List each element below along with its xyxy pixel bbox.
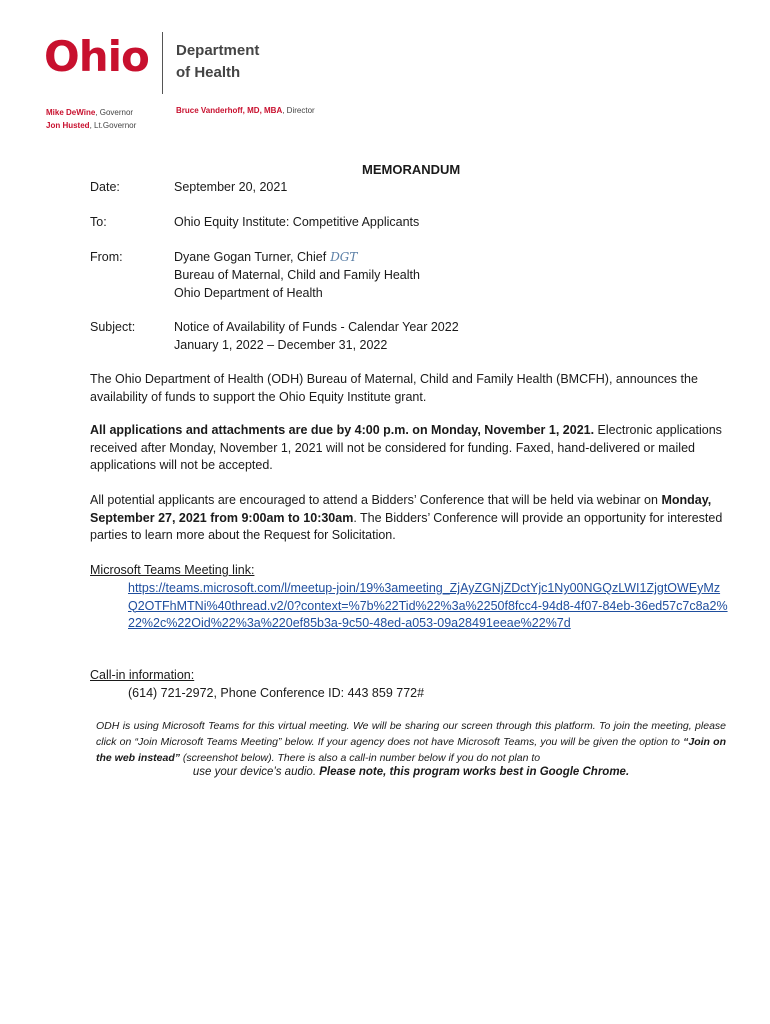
subject-block <box>174 318 459 354</box>
deadline-paragraph <box>90 422 740 475</box>
header-divider <box>162 32 163 94</box>
from-line2: Bureau of Maternal, Child and Family Health <box>174 268 420 282</box>
governor-title: , Governor <box>95 108 134 117</box>
department-line1: Department <box>176 42 260 59</box>
from-block <box>174 248 420 302</box>
note-last-start: use your device’s audio. <box>192 766 320 778</box>
intro-paragraph: The Ohio Department of Health (ODH) Bureau of Maternal, Child and Family Health (BMCFH), announces the availability of funds to support the Ohio Equity Institute grant. <box>90 372 698 404</box>
subject-label: Subject: <box>90 320 136 334</box>
note-start: ODH is using Microsoft Teams for this virtual meeting. We will be sharing our screen through this platform. To join the meeting, please click on “Join Microsoft Teams Meeting” below. If your agency does not have Microsoft Teams, you will be given the option to <box>96 720 726 748</box>
teams-note-last-line <box>96 766 726 778</box>
lt-governor-title: , Lt.Governor <box>89 121 137 130</box>
department-line2: of Health <box>176 64 241 81</box>
teams-label: Microsoft Teams Meeting link: <box>90 563 255 577</box>
date-label: Date: <box>90 180 120 194</box>
governor-name: Mike DeWine <box>46 108 96 117</box>
conference-paragraph <box>90 492 740 545</box>
director-name: Bruce Vanderhoff, MD, MBA <box>176 106 283 115</box>
note-join-web: “Join on the web instead” <box>96 736 726 764</box>
teams-note <box>96 718 726 766</box>
signature-initials: DGT <box>330 250 358 264</box>
from-label: From: <box>90 250 123 264</box>
deadline-bold: All applications and attachments are due by 4:00 p.m. on Monday, November 1, 2021. <box>90 423 595 437</box>
date-value: September 20, 2021 <box>174 180 288 194</box>
department-name <box>176 40 259 84</box>
conference-datetime: Monday, September 27, 2021 from 9:00am to 10:30am <box>90 493 712 525</box>
conference-start: All potential applicants are encouraged to attend a Bidders’ Conference that will be held via webinar on <box>90 493 662 507</box>
note-end: (screenshot below). There is also a call-in number below if you do not plan to <box>180 752 541 764</box>
callin-value: (614) 721-2972, Phone Conference ID: 443 859 772# <box>128 686 425 700</box>
ohio-logo: Ohio <box>44 32 149 81</box>
director-title: , Director <box>282 106 315 115</box>
to-value: Ohio Equity Institute: Competitive Applicants <box>174 215 420 229</box>
governor-block <box>46 106 136 132</box>
lt-governor-name: Jon Husted <box>46 121 90 130</box>
subject-line2: January 1, 2022 – December 31, 2022 <box>174 338 388 352</box>
note-chrome: Please note, this program works best in Google Chrome. <box>319 766 630 778</box>
director-block <box>176 106 315 115</box>
conference-end: . The Bidders’ Conference will provide an opportunity for interested parties to learn more about the Request for Solicitation. <box>90 510 723 542</box>
subject-line1: Notice of Availability of Funds - Calendar Year 2022 <box>174 320 459 334</box>
callin-label: Call-in information: <box>90 668 195 682</box>
memo-title: MEMORANDUM <box>362 162 461 177</box>
teams-meeting-link[interactable]: https://teams.microsoft.com/l/meetup-join/19%3ameeting_ZjAyZGNjZDctYjc1Ny00NGQzLWI1ZjgtOWEyMzQ2OTFhMTNi%40thread.v2/0?context=%7b%22Tid%22%3a%2250f8fcc4-94d8-4f07-84eb-36ed57c7c8a2%22%2c%22Oid%22%3a%220ef85b3a-9c50-48ed-a053-09a28491eeae%22%7d <box>128 581 728 630</box>
deadline-rest: Electronic applications received after Monday, November 1, 2021 will not be considered for funding. Faxed, hand-delivered or mailed applications will not be accepted. <box>90 423 722 472</box>
from-line1: Dyane Gogan Turner, Chief <box>174 250 327 264</box>
from-line3: Ohio Department of Health <box>174 286 323 300</box>
to-label: To: <box>90 215 107 229</box>
